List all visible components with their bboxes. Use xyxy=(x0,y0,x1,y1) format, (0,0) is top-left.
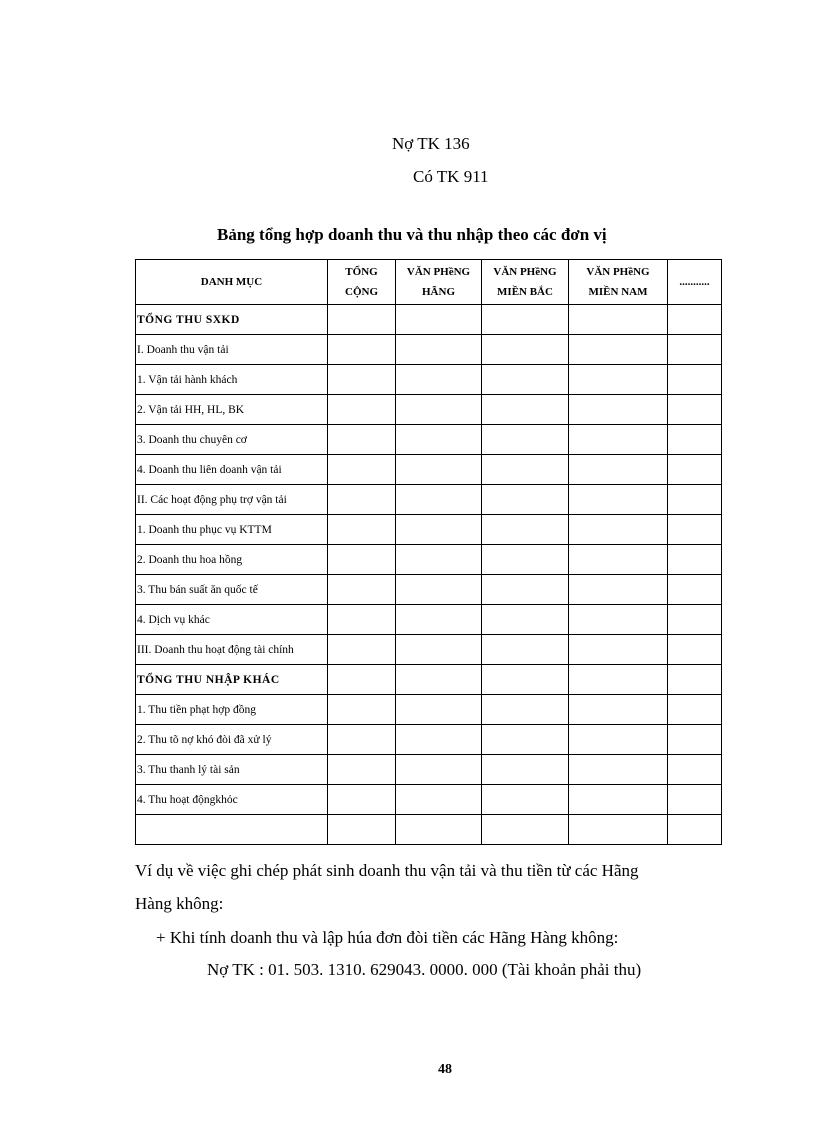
table-cell xyxy=(328,665,396,695)
column-header-1 xyxy=(328,260,396,305)
table-cell xyxy=(328,725,396,755)
table-cell xyxy=(396,755,482,785)
table-cell xyxy=(396,365,482,395)
table-cell xyxy=(396,425,482,455)
table-cell xyxy=(396,455,482,485)
table-row xyxy=(136,665,722,695)
table-cell xyxy=(569,725,668,755)
table-cell xyxy=(482,515,569,545)
table-cell xyxy=(569,665,668,695)
table-cell xyxy=(328,395,396,425)
table-cell xyxy=(328,305,396,335)
table-cell xyxy=(482,575,569,605)
table-cell xyxy=(328,515,396,545)
table-cell xyxy=(482,665,569,695)
table-cell xyxy=(668,485,722,515)
table-cell xyxy=(396,785,482,815)
table-cell xyxy=(482,695,569,725)
table-cell xyxy=(668,665,722,695)
paragraph-line-1: Ví dụ về việc ghi chép phát sinh doanh thu vận tải và thu tiền từ các Hãng xyxy=(135,861,639,880)
column-header-line1: DANH MỤC xyxy=(200,276,263,288)
table-cell xyxy=(396,305,482,335)
column-header-line2: MIỀN BẮC xyxy=(497,286,553,298)
column-header-line1: VĂN PHềNG xyxy=(406,266,471,278)
table-cell xyxy=(396,515,482,545)
table-cell xyxy=(569,605,668,635)
table-row xyxy=(136,815,722,845)
table-row xyxy=(136,305,722,335)
column-header-line2: CỘNG xyxy=(345,286,378,298)
row-label: I. Doanh thu vận tải xyxy=(136,335,328,365)
table-cell xyxy=(569,785,668,815)
table-cell xyxy=(569,545,668,575)
table-cell xyxy=(668,455,722,485)
table-cell xyxy=(482,335,569,365)
table-cell xyxy=(668,425,722,455)
row-label: 1. Vận tải hành khách xyxy=(136,365,328,395)
column-header-0 xyxy=(136,260,328,305)
table-cell xyxy=(668,695,722,725)
table-cell xyxy=(668,305,722,335)
row-label: 2. Vận tải HH, HL, BK xyxy=(136,395,328,425)
table-cell xyxy=(328,605,396,635)
table-cell xyxy=(569,395,668,425)
table-cell xyxy=(668,755,722,785)
row-label: TỔNG THU SXKD xyxy=(136,305,328,335)
table-cell xyxy=(396,695,482,725)
table-cell xyxy=(668,635,722,665)
row-label: 4. Doanh thu liên doanh vận tải xyxy=(136,455,328,485)
table-cell xyxy=(668,815,722,845)
table-cell xyxy=(396,635,482,665)
column-header-5 xyxy=(668,260,722,305)
column-header-line1: ........... xyxy=(679,276,710,288)
table-cell xyxy=(482,725,569,755)
table-row xyxy=(136,395,722,425)
table-cell xyxy=(328,455,396,485)
paragraph-line-3: + Khi tính doanh thu và lập húa đơn đòi tiền các Hãng Hàng không: xyxy=(156,928,619,947)
table-cell xyxy=(569,455,668,485)
table-row xyxy=(136,335,722,365)
table-cell xyxy=(396,335,482,365)
table-cell xyxy=(569,365,668,395)
row-label: 3. Thu bán suất ăn quốc tế xyxy=(136,575,328,605)
table-cell xyxy=(396,575,482,605)
table-cell xyxy=(569,485,668,515)
row-label: 2. Doanh thu hoa hồng xyxy=(136,545,328,575)
table-cell xyxy=(396,665,482,695)
table-row xyxy=(136,575,722,605)
column-header-line1: VĂN PHềNG xyxy=(586,266,650,278)
table-cell xyxy=(668,605,722,635)
column-header-line1: VĂN PHềNG xyxy=(493,266,557,278)
table-cell xyxy=(569,305,668,335)
table-cell xyxy=(482,785,569,815)
table-cell xyxy=(668,575,722,605)
table-cell xyxy=(482,635,569,665)
table-cell xyxy=(569,425,668,455)
row-label xyxy=(136,815,328,845)
table-cell xyxy=(328,785,396,815)
table-cell xyxy=(569,515,668,545)
table-cell xyxy=(328,815,396,845)
table-cell xyxy=(482,365,569,395)
column-header-line2: HÃNG xyxy=(422,286,455,298)
revenue-summary-table xyxy=(135,259,722,845)
table-cell xyxy=(396,725,482,755)
row-label: II. Các hoạt động phụ trợ vận tải xyxy=(136,485,328,515)
table-title: Bảng tổng hợp doanh thu và thu nhập theo các đơn vị xyxy=(217,225,607,244)
table-body xyxy=(136,305,722,845)
table-cell xyxy=(482,545,569,575)
table-cell xyxy=(668,785,722,815)
debit-entry: Nợ TK 136 xyxy=(392,134,470,153)
table-cell xyxy=(569,695,668,725)
table-cell xyxy=(668,365,722,395)
table-cell xyxy=(482,305,569,335)
table-row xyxy=(136,545,722,575)
table-cell xyxy=(668,725,722,755)
table-row xyxy=(136,695,722,725)
table-cell xyxy=(482,755,569,785)
table-row xyxy=(136,425,722,455)
page-number: 48 xyxy=(438,1062,452,1077)
table-row xyxy=(136,725,722,755)
row-label: III. Doanh thu hoạt động tài chính xyxy=(136,635,328,665)
table-cell xyxy=(396,605,482,635)
column-header-line2: MIỀN NAM xyxy=(588,286,648,298)
table-cell xyxy=(328,425,396,455)
table-cell xyxy=(482,815,569,845)
table-cell xyxy=(328,545,396,575)
table-cell xyxy=(569,575,668,605)
table-cell xyxy=(328,575,396,605)
table-cell xyxy=(396,545,482,575)
table-cell xyxy=(328,485,396,515)
row-label: 2. Thu tõ nợ khó đòi đã xử lý xyxy=(136,725,328,755)
table-cell xyxy=(482,395,569,425)
table-row xyxy=(136,455,722,485)
table-cell xyxy=(569,755,668,785)
paragraph-line-2: Hàng không: xyxy=(135,894,224,913)
table-cell xyxy=(396,815,482,845)
table-cell xyxy=(328,335,396,365)
row-label: 4. Thu hoạt độngkhỏc xyxy=(136,785,328,815)
table-cell xyxy=(482,425,569,455)
credit-entry: Có TK 911 xyxy=(413,167,489,186)
row-label: 4. Dịch vụ khác xyxy=(136,605,328,635)
table-cell xyxy=(396,485,482,515)
table-cell xyxy=(328,755,396,785)
row-label: TỔNG THU NHẬP KHÁC xyxy=(136,665,328,695)
table-cell xyxy=(668,335,722,365)
table-row xyxy=(136,605,722,635)
paragraph-line-4: Nợ TK : 01. 503. 1310. 629043. 0000. 000 (Tài khoản phải thu) xyxy=(207,960,642,979)
table-row xyxy=(136,365,722,395)
row-label: 3. Thu thanh lý tài sản xyxy=(136,755,328,785)
column-header-line1: TỔNG xyxy=(345,266,378,278)
table-cell xyxy=(328,635,396,665)
table-cell xyxy=(396,395,482,425)
table-cell xyxy=(328,365,396,395)
table-cell xyxy=(668,515,722,545)
table-cell xyxy=(482,485,569,515)
row-label: 3. Doanh thu chuyên cơ xyxy=(136,425,328,455)
table-cell xyxy=(668,545,722,575)
table-row xyxy=(136,785,722,815)
column-header-4 xyxy=(569,260,668,305)
table-cell xyxy=(328,695,396,725)
table-row xyxy=(136,485,722,515)
column-header-3 xyxy=(482,260,569,305)
table-row xyxy=(136,755,722,785)
table-row xyxy=(136,515,722,545)
table-cell xyxy=(569,815,668,845)
column-header-2 xyxy=(396,260,482,305)
table-cell xyxy=(482,605,569,635)
row-label: 1. Doanh thu phục vụ KTTM xyxy=(136,515,328,545)
table-cell xyxy=(569,635,668,665)
table-cell xyxy=(482,455,569,485)
table-cell xyxy=(668,395,722,425)
table-header-row xyxy=(136,260,722,305)
row-label: 1. Thu tiền phạt hợp đồng xyxy=(136,695,328,725)
table-cell xyxy=(569,335,668,365)
table-row xyxy=(136,635,722,665)
